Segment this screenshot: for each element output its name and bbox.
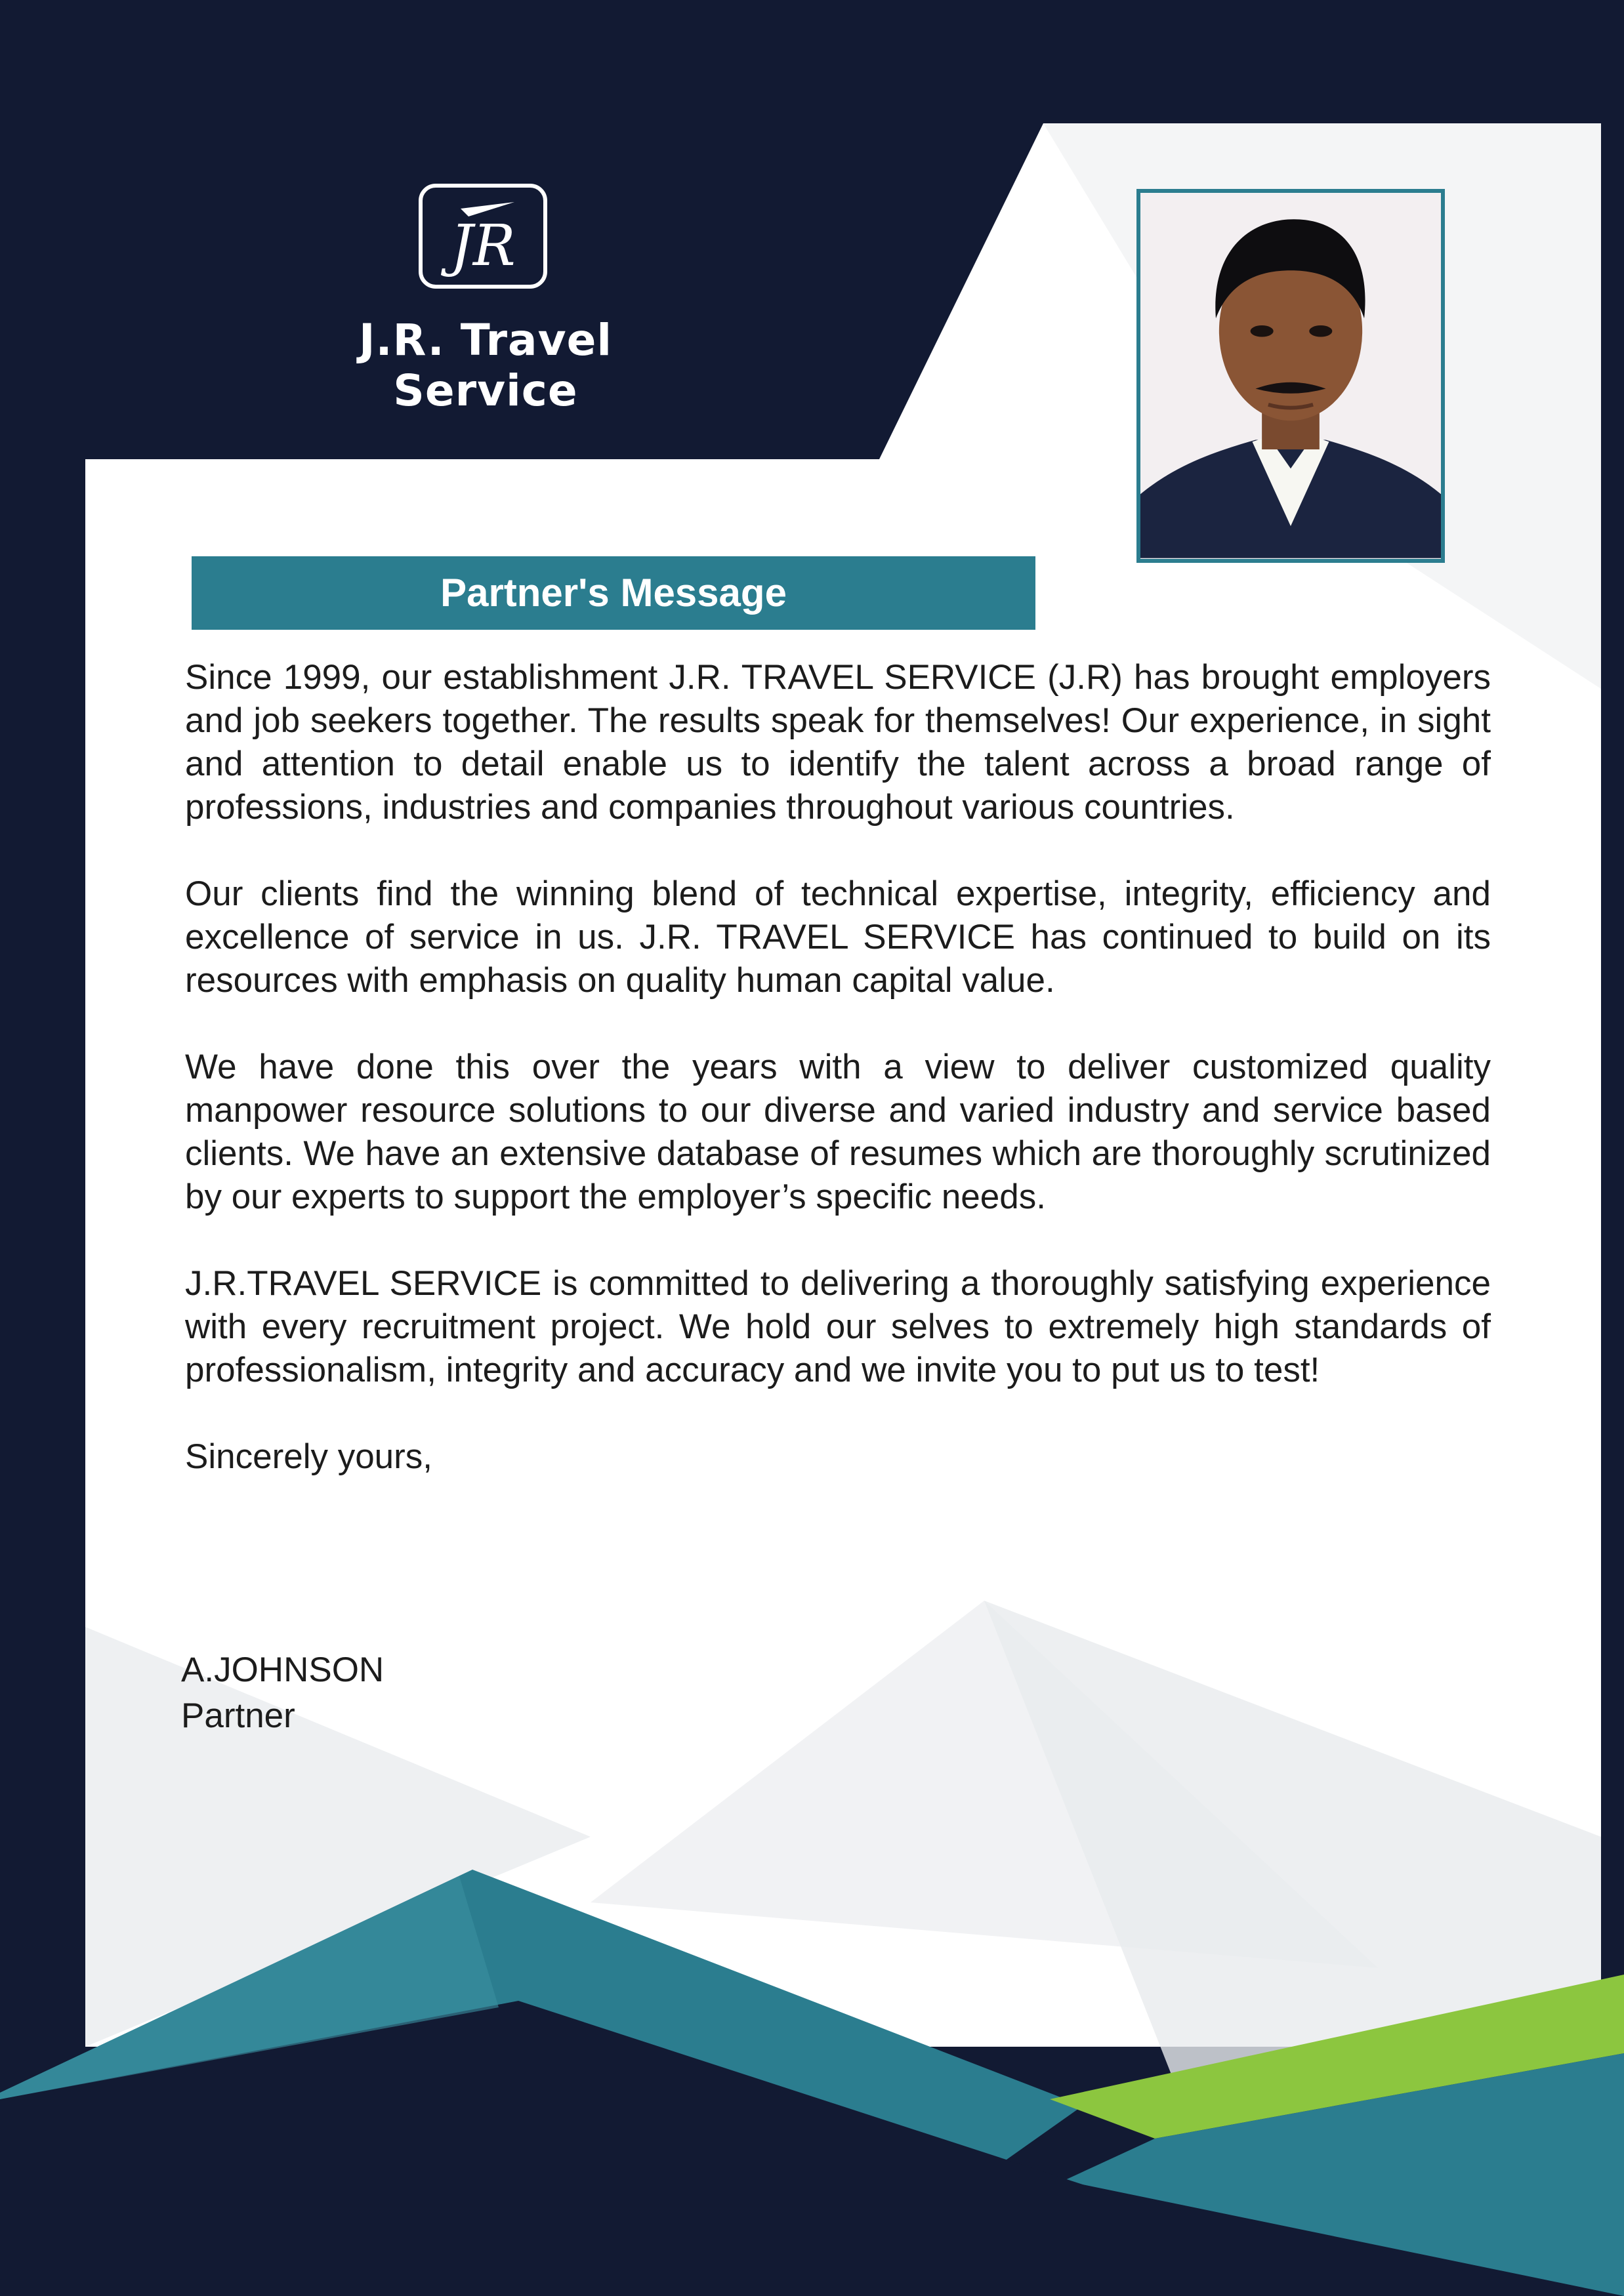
partner-photo xyxy=(1136,189,1445,563)
partner-portrait-photo xyxy=(1140,193,1441,559)
letter-greeting: Sincerely yours, xyxy=(185,1437,433,1476)
letter-paragraph: We have done this over the years with a view to deliver customized quality manpower resource solutions to our diverse and varied industry and service based clients. We have an extensive database of resumes which are thoroughly scrutinized by our experts to support the employer’s specific needs. xyxy=(185,1048,1491,1216)
svg-text:JR: JR xyxy=(450,213,516,279)
letter-paragraph: Our clients find the winning blend of technical expertise, integrity, efficiency and excellence of service in us. J.R. TRAVEL SERVICE has continued to build on its resources with emphasis on quality human capital value. xyxy=(185,874,1491,1000)
letter-paragraph: J.R.TRAVEL SERVICE is committed to delivering a thoroughly satisfying experience with every recruitment project. We hold our selves to extremely high standards of professionalism, integrity and accuracy and we invite you to put us to test! xyxy=(185,1264,1491,1389)
signatory-title: Partner xyxy=(181,1696,295,1735)
company-name: J.R. Travel Service xyxy=(359,315,612,416)
signatory-name: A.JOHNSON xyxy=(181,1650,385,1689)
company-logo xyxy=(276,177,722,416)
jr-monogram-icon xyxy=(423,188,543,285)
letter-body xyxy=(185,656,1491,1522)
logo-monogram-box xyxy=(419,184,547,289)
section-title-banner: Partner's Message xyxy=(192,556,1035,630)
letter-paragraph: Since 1999, our establishment J.R. TRAVEL SERVICE (J.R) has brought employers and job seekers together. The results speak for themselves! Our experience, in sight and attention to detail enable us to identify the talent across a broad range of professions, industries and companies throughout various countries. xyxy=(185,658,1491,827)
